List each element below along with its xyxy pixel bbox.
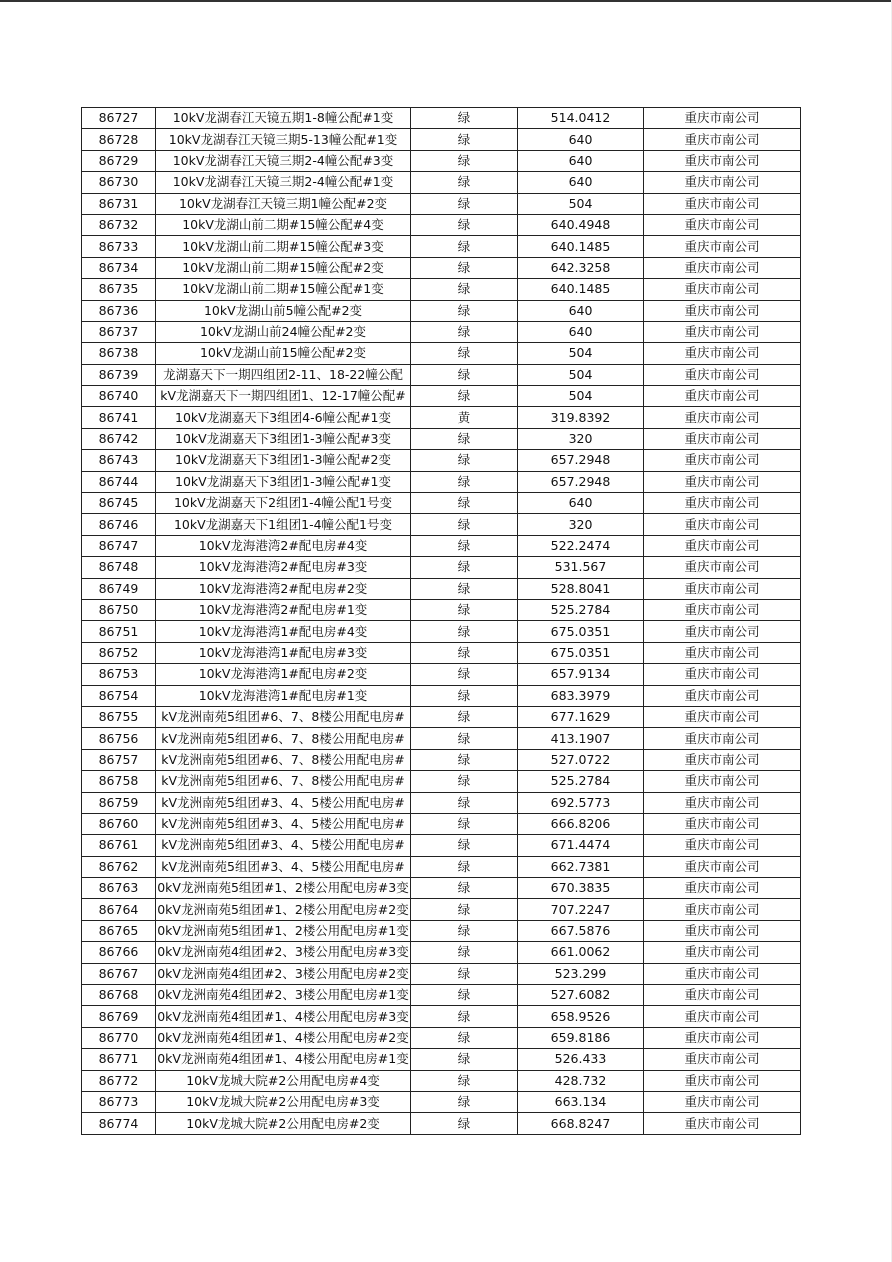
company-cell: 重庆市南公司 bbox=[644, 407, 801, 428]
company-cell: 重庆市南公司 bbox=[644, 963, 801, 984]
status-level-cell: 绿 bbox=[411, 321, 518, 342]
company-cell: 重庆市南公司 bbox=[644, 706, 801, 727]
table-row bbox=[82, 920, 801, 941]
status-level-cell: 绿 bbox=[411, 878, 518, 899]
capacity-value-cell: 320 bbox=[518, 514, 644, 535]
transformer-name-cell: 10kV龙湖春江天镜五期1-8幢公配#1变 bbox=[156, 108, 411, 129]
table-row bbox=[82, 343, 801, 364]
status-level-cell: 绿 bbox=[411, 193, 518, 214]
row-id-cell: 86772 bbox=[82, 1070, 156, 1091]
status-level-cell: 绿 bbox=[411, 621, 518, 642]
capacity-value-cell: 413.1907 bbox=[518, 728, 644, 749]
company-cell: 重庆市南公司 bbox=[644, 899, 801, 920]
transformer-name-cell: 10kV龙湖山前二期#15幢公配#2变 bbox=[156, 257, 411, 278]
capacity-value-cell: 640 bbox=[518, 493, 644, 514]
transformer-name-cell: kV龙洲南苑5组团#6、7、8楼公用配电房# bbox=[156, 771, 411, 792]
company-cell: 重庆市南公司 bbox=[644, 214, 801, 235]
row-id-cell: 86765 bbox=[82, 920, 156, 941]
row-id-cell: 86736 bbox=[82, 300, 156, 321]
status-level-cell: 绿 bbox=[411, 1113, 518, 1134]
company-cell: 重庆市南公司 bbox=[644, 856, 801, 877]
table-row bbox=[82, 899, 801, 920]
table-row bbox=[82, 985, 801, 1006]
capacity-value-cell: 527.0722 bbox=[518, 749, 644, 770]
transformer-name-cell: 0kV龙洲南苑4组团#2、3楼公用配电房#3变 bbox=[156, 942, 411, 963]
transformer-table bbox=[81, 107, 801, 1135]
company-cell: 重庆市南公司 bbox=[644, 749, 801, 770]
capacity-value-cell: 640.1485 bbox=[518, 279, 644, 300]
status-level-cell: 绿 bbox=[411, 706, 518, 727]
transformer-name-cell: 10kV龙城大院#2公用配电房#2变 bbox=[156, 1113, 411, 1134]
transformer-name-cell: 10kV龙城大院#2公用配电房#4变 bbox=[156, 1070, 411, 1091]
company-cell: 重庆市南公司 bbox=[644, 236, 801, 257]
capacity-value-cell: 531.567 bbox=[518, 557, 644, 578]
row-id-cell: 86743 bbox=[82, 450, 156, 471]
table-row bbox=[82, 835, 801, 856]
capacity-value-cell: 671.4474 bbox=[518, 835, 644, 856]
status-level-cell: 绿 bbox=[411, 942, 518, 963]
table-row bbox=[82, 535, 801, 556]
transformer-name-cell: 10kV龙湖山前24幢公配#2变 bbox=[156, 321, 411, 342]
capacity-value-cell: 668.8247 bbox=[518, 1113, 644, 1134]
status-level-cell: 绿 bbox=[411, 300, 518, 321]
status-level-cell: 绿 bbox=[411, 728, 518, 749]
company-cell: 重庆市南公司 bbox=[644, 428, 801, 449]
status-level-cell: 绿 bbox=[411, 920, 518, 941]
status-level-cell: 绿 bbox=[411, 1006, 518, 1027]
status-level-cell: 绿 bbox=[411, 364, 518, 385]
company-cell: 重庆市南公司 bbox=[644, 1027, 801, 1048]
company-cell: 重庆市南公司 bbox=[644, 1070, 801, 1091]
row-id-cell: 86763 bbox=[82, 878, 156, 899]
transformer-name-cell: 10kV龙海港湾2#配电房#3变 bbox=[156, 557, 411, 578]
table-row bbox=[82, 493, 801, 514]
transformer-name-cell: 10kV龙湖山前5幢公配#2变 bbox=[156, 300, 411, 321]
row-id-cell: 86731 bbox=[82, 193, 156, 214]
table-row bbox=[82, 129, 801, 150]
transformer-name-cell: 10kV龙城大院#2公用配电房#3变 bbox=[156, 1091, 411, 1112]
capacity-value-cell: 640 bbox=[518, 129, 644, 150]
table-row bbox=[82, 236, 801, 257]
company-cell: 重庆市南公司 bbox=[644, 664, 801, 685]
row-id-cell: 86767 bbox=[82, 963, 156, 984]
company-cell: 重庆市南公司 bbox=[644, 279, 801, 300]
row-id-cell: 86728 bbox=[82, 129, 156, 150]
row-id-cell: 86729 bbox=[82, 150, 156, 171]
page-top-rule bbox=[0, 0, 892, 2]
table-row bbox=[82, 557, 801, 578]
status-level-cell: 绿 bbox=[411, 172, 518, 193]
status-level-cell: 绿 bbox=[411, 514, 518, 535]
company-cell: 重庆市南公司 bbox=[644, 150, 801, 171]
capacity-value-cell: 675.0351 bbox=[518, 642, 644, 663]
transformer-name-cell: 10kV龙海港湾2#配电房#4变 bbox=[156, 535, 411, 556]
company-cell: 重庆市南公司 bbox=[644, 386, 801, 407]
row-id-cell: 86733 bbox=[82, 236, 156, 257]
table-row bbox=[82, 813, 801, 834]
capacity-value-cell: 428.732 bbox=[518, 1070, 644, 1091]
company-cell: 重庆市南公司 bbox=[644, 108, 801, 129]
table-row bbox=[82, 279, 801, 300]
transformer-name-cell: 10kV龙湖山前二期#15幢公配#3变 bbox=[156, 236, 411, 257]
row-id-cell: 86757 bbox=[82, 749, 156, 770]
status-level-cell: 绿 bbox=[411, 279, 518, 300]
table-row bbox=[82, 1006, 801, 1027]
company-cell: 重庆市南公司 bbox=[644, 364, 801, 385]
table-row bbox=[82, 386, 801, 407]
company-cell: 重庆市南公司 bbox=[644, 129, 801, 150]
table-row bbox=[82, 621, 801, 642]
row-id-cell: 86773 bbox=[82, 1091, 156, 1112]
table-row bbox=[82, 193, 801, 214]
row-id-cell: 86774 bbox=[82, 1113, 156, 1134]
table-row bbox=[82, 771, 801, 792]
transformer-name-cell: kV龙洲南苑5组团#3、4、5楼公用配电房# bbox=[156, 792, 411, 813]
row-id-cell: 86735 bbox=[82, 279, 156, 300]
status-level-cell: 绿 bbox=[411, 1091, 518, 1112]
transformer-name-cell: 0kV龙洲南苑4组团#2、3楼公用配电房#2变 bbox=[156, 963, 411, 984]
row-id-cell: 86748 bbox=[82, 557, 156, 578]
row-id-cell: 86752 bbox=[82, 642, 156, 663]
table-row bbox=[82, 942, 801, 963]
company-cell: 重庆市南公司 bbox=[644, 450, 801, 471]
transformer-name-cell: kV龙洲南苑5组团#6、7、8楼公用配电房# bbox=[156, 749, 411, 770]
table-row bbox=[82, 364, 801, 385]
row-id-cell: 86768 bbox=[82, 985, 156, 1006]
capacity-value-cell: 523.299 bbox=[518, 963, 644, 984]
table-row bbox=[82, 407, 801, 428]
table-row bbox=[82, 728, 801, 749]
capacity-value-cell: 659.8186 bbox=[518, 1027, 644, 1048]
capacity-value-cell: 504 bbox=[518, 343, 644, 364]
company-cell: 重庆市南公司 bbox=[644, 1049, 801, 1070]
status-level-cell: 绿 bbox=[411, 578, 518, 599]
transformer-name-cell: 10kV龙海港湾1#配电房#4变 bbox=[156, 621, 411, 642]
company-cell: 重庆市南公司 bbox=[644, 621, 801, 642]
status-level-cell: 绿 bbox=[411, 257, 518, 278]
transformer-name-cell: 0kV龙洲南苑4组团#2、3楼公用配电房#1变 bbox=[156, 985, 411, 1006]
table-row bbox=[82, 878, 801, 899]
transformer-name-cell: 0kV龙洲南苑5组团#1、2楼公用配电房#3变 bbox=[156, 878, 411, 899]
status-level-cell: 绿 bbox=[411, 236, 518, 257]
table-row bbox=[82, 471, 801, 492]
row-id-cell: 86770 bbox=[82, 1027, 156, 1048]
capacity-value-cell: 707.2247 bbox=[518, 899, 644, 920]
company-cell: 重庆市南公司 bbox=[644, 835, 801, 856]
status-level-cell: 绿 bbox=[411, 963, 518, 984]
row-id-cell: 86745 bbox=[82, 493, 156, 514]
row-id-cell: 86771 bbox=[82, 1049, 156, 1070]
transformer-name-cell: 10kV龙湖嘉天下1组团1-4幢公配1号变 bbox=[156, 514, 411, 535]
row-id-cell: 86758 bbox=[82, 771, 156, 792]
status-level-cell: 绿 bbox=[411, 471, 518, 492]
transformer-name-cell: kV龙洲南苑5组团#6、7、8楼公用配电房# bbox=[156, 728, 411, 749]
company-cell: 重庆市南公司 bbox=[644, 920, 801, 941]
company-cell: 重庆市南公司 bbox=[644, 985, 801, 1006]
status-level-cell: 绿 bbox=[411, 108, 518, 129]
company-cell: 重庆市南公司 bbox=[644, 535, 801, 556]
transformer-name-cell: 10kV龙湖嘉天下2组团1-4幢公配1号变 bbox=[156, 493, 411, 514]
company-cell: 重庆市南公司 bbox=[644, 1113, 801, 1134]
capacity-value-cell: 640 bbox=[518, 150, 644, 171]
table-row bbox=[82, 428, 801, 449]
capacity-value-cell: 677.1629 bbox=[518, 706, 644, 727]
capacity-value-cell: 528.8041 bbox=[518, 578, 644, 599]
company-cell: 重庆市南公司 bbox=[644, 642, 801, 663]
transformer-name-cell: kV龙洲南苑5组团#6、7、8楼公用配电房# bbox=[156, 706, 411, 727]
company-cell: 重庆市南公司 bbox=[644, 771, 801, 792]
capacity-value-cell: 319.8392 bbox=[518, 407, 644, 428]
transformer-name-cell: 10kV龙湖春江天镜三期2-4幢公配#3变 bbox=[156, 150, 411, 171]
table-row bbox=[82, 599, 801, 620]
table-row bbox=[82, 642, 801, 663]
row-id-cell: 86754 bbox=[82, 685, 156, 706]
row-id-cell: 86727 bbox=[82, 108, 156, 129]
capacity-value-cell: 640.1485 bbox=[518, 236, 644, 257]
status-level-cell: 绿 bbox=[411, 1027, 518, 1048]
table-row bbox=[82, 685, 801, 706]
transformer-name-cell: 10kV龙湖春江天镜三期5-13幢公配#1变 bbox=[156, 129, 411, 150]
capacity-value-cell: 642.3258 bbox=[518, 257, 644, 278]
capacity-value-cell: 657.9134 bbox=[518, 664, 644, 685]
company-cell: 重庆市南公司 bbox=[644, 813, 801, 834]
status-level-cell: 绿 bbox=[411, 749, 518, 770]
capacity-value-cell: 527.6082 bbox=[518, 985, 644, 1006]
table-row bbox=[82, 1070, 801, 1091]
row-id-cell: 86741 bbox=[82, 407, 156, 428]
company-cell: 重庆市南公司 bbox=[644, 1006, 801, 1027]
status-level-cell: 绿 bbox=[411, 685, 518, 706]
transformer-name-cell: 0kV龙洲南苑4组团#1、4楼公用配电房#3变 bbox=[156, 1006, 411, 1027]
table-row bbox=[82, 664, 801, 685]
capacity-value-cell: 640 bbox=[518, 300, 644, 321]
capacity-value-cell: 670.3835 bbox=[518, 878, 644, 899]
transformer-name-cell: 10kV龙湖嘉天下3组团1-3幢公配#2变 bbox=[156, 450, 411, 471]
capacity-value-cell: 640 bbox=[518, 172, 644, 193]
capacity-value-cell: 666.8206 bbox=[518, 813, 644, 834]
status-level-cell: 绿 bbox=[411, 1049, 518, 1070]
transformer-name-cell: kV龙洲南苑5组团#3、4、5楼公用配电房# bbox=[156, 856, 411, 877]
status-level-cell: 绿 bbox=[411, 428, 518, 449]
status-level-cell: 绿 bbox=[411, 813, 518, 834]
transformer-name-cell: 10kV龙海港湾1#配电房#3变 bbox=[156, 642, 411, 663]
transformer-name-cell: 0kV龙洲南苑5组团#1、2楼公用配电房#1变 bbox=[156, 920, 411, 941]
capacity-value-cell: 504 bbox=[518, 193, 644, 214]
capacity-value-cell: 657.2948 bbox=[518, 450, 644, 471]
transformer-name-cell: 10kV龙湖嘉天下3组团4-6幢公配#1变 bbox=[156, 407, 411, 428]
capacity-value-cell: 504 bbox=[518, 386, 644, 407]
transformer-name-cell: 10kV龙湖山前二期#15幢公配#4变 bbox=[156, 214, 411, 235]
table-row bbox=[82, 578, 801, 599]
company-cell: 重庆市南公司 bbox=[644, 300, 801, 321]
table-row bbox=[82, 706, 801, 727]
capacity-value-cell: 640 bbox=[518, 321, 644, 342]
capacity-value-cell: 320 bbox=[518, 428, 644, 449]
row-id-cell: 86749 bbox=[82, 578, 156, 599]
row-id-cell: 86739 bbox=[82, 364, 156, 385]
status-level-cell: 绿 bbox=[411, 450, 518, 471]
row-id-cell: 86756 bbox=[82, 728, 156, 749]
row-id-cell: 86753 bbox=[82, 664, 156, 685]
transformer-name-cell: 龙湖嘉天下一期四组团2-11、18-22幢公配 bbox=[156, 364, 411, 385]
transformer-name-cell: 0kV龙洲南苑4组团#1、4楼公用配电房#1变 bbox=[156, 1049, 411, 1070]
company-cell: 重庆市南公司 bbox=[644, 599, 801, 620]
company-cell: 重庆市南公司 bbox=[644, 878, 801, 899]
company-cell: 重庆市南公司 bbox=[644, 578, 801, 599]
capacity-value-cell: 504 bbox=[518, 364, 644, 385]
status-level-cell: 绿 bbox=[411, 792, 518, 813]
transformer-name-cell: 0kV龙洲南苑4组团#1、4楼公用配电房#2变 bbox=[156, 1027, 411, 1048]
row-id-cell: 86769 bbox=[82, 1006, 156, 1027]
company-cell: 重庆市南公司 bbox=[644, 514, 801, 535]
company-cell: 重庆市南公司 bbox=[644, 172, 801, 193]
transformer-name-cell: 10kV龙湖嘉天下3组团1-3幢公配#1变 bbox=[156, 471, 411, 492]
row-id-cell: 86760 bbox=[82, 813, 156, 834]
capacity-value-cell: 658.9526 bbox=[518, 1006, 644, 1027]
capacity-value-cell: 667.5876 bbox=[518, 920, 644, 941]
row-id-cell: 86751 bbox=[82, 621, 156, 642]
status-level-cell: 黄 bbox=[411, 407, 518, 428]
row-id-cell: 86746 bbox=[82, 514, 156, 535]
company-cell: 重庆市南公司 bbox=[644, 685, 801, 706]
transformer-name-cell: 10kV龙湖春江天镜三期2-4幢公配#1变 bbox=[156, 172, 411, 193]
company-cell: 重庆市南公司 bbox=[644, 193, 801, 214]
row-id-cell: 86738 bbox=[82, 343, 156, 364]
row-id-cell: 86740 bbox=[82, 386, 156, 407]
status-level-cell: 绿 bbox=[411, 343, 518, 364]
table-row bbox=[82, 792, 801, 813]
capacity-value-cell: 663.134 bbox=[518, 1091, 644, 1112]
table-row bbox=[82, 1091, 801, 1112]
row-id-cell: 86759 bbox=[82, 792, 156, 813]
transformer-name-cell: 10kV龙湖春江天镜三期1幢公配#2变 bbox=[156, 193, 411, 214]
status-level-cell: 绿 bbox=[411, 642, 518, 663]
row-id-cell: 86747 bbox=[82, 535, 156, 556]
table-row bbox=[82, 1113, 801, 1134]
table-row bbox=[82, 150, 801, 171]
company-cell: 重庆市南公司 bbox=[644, 1091, 801, 1112]
transformer-name-cell: 10kV龙海港湾2#配电房#1变 bbox=[156, 599, 411, 620]
company-cell: 重庆市南公司 bbox=[644, 493, 801, 514]
capacity-value-cell: 525.2784 bbox=[518, 599, 644, 620]
transformer-name-cell: 10kV龙海港湾1#配电房#2变 bbox=[156, 664, 411, 685]
table-row bbox=[82, 172, 801, 193]
table-row bbox=[82, 450, 801, 471]
status-level-cell: 绿 bbox=[411, 985, 518, 1006]
table-row bbox=[82, 1049, 801, 1070]
table-row bbox=[82, 108, 801, 129]
table-row bbox=[82, 514, 801, 535]
row-id-cell: 86730 bbox=[82, 172, 156, 193]
status-level-cell: 绿 bbox=[411, 150, 518, 171]
table-row bbox=[82, 749, 801, 770]
capacity-value-cell: 683.3979 bbox=[518, 685, 644, 706]
status-level-cell: 绿 bbox=[411, 493, 518, 514]
company-cell: 重庆市南公司 bbox=[644, 942, 801, 963]
row-id-cell: 86750 bbox=[82, 599, 156, 620]
row-id-cell: 86762 bbox=[82, 856, 156, 877]
row-id-cell: 86744 bbox=[82, 471, 156, 492]
status-level-cell: 绿 bbox=[411, 664, 518, 685]
company-cell: 重庆市南公司 bbox=[644, 728, 801, 749]
table-row bbox=[82, 1027, 801, 1048]
company-cell: 重庆市南公司 bbox=[644, 257, 801, 278]
table-row bbox=[82, 321, 801, 342]
row-id-cell: 86755 bbox=[82, 706, 156, 727]
capacity-value-cell: 675.0351 bbox=[518, 621, 644, 642]
capacity-value-cell: 692.5773 bbox=[518, 792, 644, 813]
status-level-cell: 绿 bbox=[411, 835, 518, 856]
status-level-cell: 绿 bbox=[411, 1070, 518, 1091]
company-cell: 重庆市南公司 bbox=[644, 792, 801, 813]
transformer-name-cell: 10kV龙海港湾2#配电房#2变 bbox=[156, 578, 411, 599]
status-level-cell: 绿 bbox=[411, 856, 518, 877]
capacity-value-cell: 662.7381 bbox=[518, 856, 644, 877]
company-cell: 重庆市南公司 bbox=[644, 557, 801, 578]
transformer-name-cell: 10kV龙湖山前15幢公配#2变 bbox=[156, 343, 411, 364]
table-row bbox=[82, 300, 801, 321]
transformer-name-cell: kV龙洲南苑5组团#3、4、5楼公用配电房# bbox=[156, 835, 411, 856]
row-id-cell: 86764 bbox=[82, 899, 156, 920]
status-level-cell: 绿 bbox=[411, 129, 518, 150]
status-level-cell: 绿 bbox=[411, 557, 518, 578]
capacity-value-cell: 514.0412 bbox=[518, 108, 644, 129]
row-id-cell: 86766 bbox=[82, 942, 156, 963]
table-row bbox=[82, 856, 801, 877]
status-level-cell: 绿 bbox=[411, 899, 518, 920]
company-cell: 重庆市南公司 bbox=[644, 321, 801, 342]
status-level-cell: 绿 bbox=[411, 386, 518, 407]
transformer-name-cell: kV龙洲南苑5组团#3、4、5楼公用配电房# bbox=[156, 813, 411, 834]
capacity-value-cell: 657.2948 bbox=[518, 471, 644, 492]
capacity-value-cell: 661.0062 bbox=[518, 942, 644, 963]
row-id-cell: 86734 bbox=[82, 257, 156, 278]
row-id-cell: 86737 bbox=[82, 321, 156, 342]
table-row bbox=[82, 214, 801, 235]
capacity-value-cell: 640.4948 bbox=[518, 214, 644, 235]
company-cell: 重庆市南公司 bbox=[644, 343, 801, 364]
row-id-cell: 86742 bbox=[82, 428, 156, 449]
status-level-cell: 绿 bbox=[411, 599, 518, 620]
capacity-value-cell: 525.2784 bbox=[518, 771, 644, 792]
table-row bbox=[82, 257, 801, 278]
table-body bbox=[82, 108, 801, 1135]
capacity-value-cell: 526.433 bbox=[518, 1049, 644, 1070]
transformer-name-cell: 10kV龙海港湾1#配电房#1变 bbox=[156, 685, 411, 706]
company-cell: 重庆市南公司 bbox=[644, 471, 801, 492]
status-level-cell: 绿 bbox=[411, 535, 518, 556]
capacity-value-cell: 522.2474 bbox=[518, 535, 644, 556]
row-id-cell: 86732 bbox=[82, 214, 156, 235]
transformer-name-cell: 10kV龙湖嘉天下3组团1-3幢公配#3变 bbox=[156, 428, 411, 449]
transformer-name-cell: 10kV龙湖山前二期#15幢公配#1变 bbox=[156, 279, 411, 300]
transformer-name-cell: 0kV龙洲南苑5组团#1、2楼公用配电房#2变 bbox=[156, 899, 411, 920]
transformer-name-cell: kV龙湖嘉天下一期四组团1、12-17幢公配# bbox=[156, 386, 411, 407]
status-level-cell: 绿 bbox=[411, 214, 518, 235]
table-row bbox=[82, 963, 801, 984]
status-level-cell: 绿 bbox=[411, 771, 518, 792]
row-id-cell: 86761 bbox=[82, 835, 156, 856]
